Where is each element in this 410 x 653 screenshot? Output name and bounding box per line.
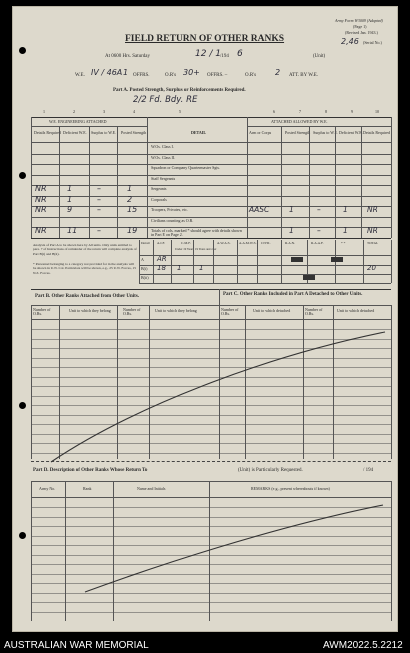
row-detail-label: Sergeants bbox=[151, 186, 167, 191]
analysis-total-value: 20 bbox=[367, 264, 376, 272]
hdr-posted-strength: Posted Strength bbox=[121, 130, 147, 135]
analysis-over19-value: 1 bbox=[199, 264, 204, 272]
hdr-deficient: Deficient W.E. bbox=[63, 130, 87, 135]
row-detail-label: Totals of cols. marked * should agree with details shown in Part E on Page 2. bbox=[151, 228, 242, 238]
footer-accession-number: AWM2022.5.2212 bbox=[323, 640, 403, 651]
form-reference: Army Form W3009 (Adapted) bbox=[335, 18, 383, 23]
col-number: 1 bbox=[43, 109, 45, 114]
row-detail-label: Corporals bbox=[151, 196, 167, 202]
cmf-subheader: Under 19 Years bbox=[175, 247, 194, 251]
analysis-aif-value: AR bbox=[157, 255, 167, 263]
col-number: 10 bbox=[375, 109, 379, 114]
hdr-detail: DETAIL bbox=[191, 130, 207, 135]
row-right-value: NR bbox=[367, 226, 378, 235]
part-d-title: Part D. Description of Other Ranks Whose Return To bbox=[33, 468, 148, 473]
serial-number: 2,46 bbox=[341, 37, 359, 46]
form-title: FIELD RETURN OF OTHER RANKS bbox=[125, 34, 285, 44]
row-left-value: – bbox=[97, 226, 101, 235]
col-number: 6 bbox=[273, 109, 275, 114]
analysis-row-label: B(ii) bbox=[141, 275, 149, 280]
row-left-value: 9 bbox=[67, 205, 73, 214]
hdr-posted-strength-r: Posted Strength bbox=[285, 130, 311, 135]
attached-label: ATT. BY W.E. bbox=[289, 73, 319, 78]
analysis-header: R.A.A.F. bbox=[311, 241, 324, 245]
at-hours-label: At 0600 Hrs. Saturday bbox=[105, 54, 150, 59]
row-left-value: – bbox=[97, 205, 101, 214]
part-d-unit-label: (Unit) is Particularly Requested. bbox=[238, 468, 303, 473]
col-number: 4 bbox=[133, 109, 135, 114]
ors-entry: 30+ bbox=[183, 68, 200, 77]
col-number: 7 bbox=[299, 109, 301, 114]
cmf-subheader: 19 Years and over bbox=[195, 247, 217, 251]
col-number: 5 bbox=[179, 109, 181, 114]
unit-label: (Unit) bbox=[313, 54, 326, 59]
serial-label: (Serial No.) bbox=[363, 40, 382, 45]
analysis-header: TOTAL bbox=[367, 241, 379, 245]
col-number: 3 bbox=[103, 109, 105, 114]
row-left-value: NR bbox=[35, 194, 47, 204]
c-hdr-unit: Unit to which detached bbox=[253, 308, 291, 313]
row-left-value: 1 bbox=[67, 194, 73, 204]
part-a-title: Part A. Posted Strength, Surplus or Reinforcements Required. bbox=[113, 88, 246, 93]
d-hdr-name: Name and Initials bbox=[137, 486, 166, 491]
ors2-label: O.R's bbox=[245, 73, 257, 78]
row-left-value: NR bbox=[35, 226, 47, 235]
row-right-value: AASC bbox=[249, 205, 270, 214]
hdr-surplus-r: Surplus to W.E. bbox=[313, 130, 339, 135]
row-left-value: – bbox=[97, 184, 101, 193]
analysis-aif-value: 18 bbox=[157, 264, 166, 272]
analysis-header: Detail bbox=[141, 241, 150, 245]
row-right-value: 1 bbox=[289, 226, 294, 235]
analysis-header: C.M.F. bbox=[181, 241, 191, 245]
date-entry: 12 / 1 bbox=[195, 49, 221, 59]
ors2-entry: 2 bbox=[275, 68, 281, 77]
row-left-value: 15 bbox=[127, 205, 138, 214]
d-hdr-remarks: REMARKS (e.g., present whereabouts if known) bbox=[251, 486, 330, 491]
right-group-header: ATTACHED ALLOWED BY W.E. bbox=[271, 119, 328, 124]
row-detail-label: Squadron or Company Quartermaster Sgts. bbox=[151, 165, 220, 170]
part-d-date: / 194 bbox=[363, 468, 374, 473]
hdr-deficient-r: Deficient W.E. bbox=[339, 130, 363, 135]
analysis-row-label: A bbox=[141, 257, 144, 262]
offrs-entry: 1 bbox=[123, 68, 129, 77]
row-detail-label: Civilians counting as O.R. bbox=[151, 217, 194, 223]
hdr-details-required-r: Details Required bbox=[363, 130, 390, 135]
row-left-value: NR bbox=[35, 184, 47, 193]
row-detail-label: W.Os. Class I. bbox=[151, 144, 174, 149]
part-c-title: Part C. Other Ranks Included in Part A Detached to Other Units. bbox=[223, 292, 363, 297]
analysis-header: A.W.A.S. bbox=[217, 241, 231, 245]
c-hdr-unit-2: Unit to which detached bbox=[337, 308, 375, 313]
row-left-value: 2 bbox=[127, 194, 133, 204]
unit-name-entry: 2/2 Fd. Bdy. RE bbox=[133, 95, 198, 105]
row-left-value: 1 bbox=[127, 184, 133, 193]
analysis-header: * * bbox=[341, 241, 346, 245]
row-left-value: 11 bbox=[67, 226, 78, 235]
row-left-value: 19 bbox=[127, 226, 138, 235]
form-sheet bbox=[12, 6, 398, 632]
hdr-surplus: Surplus to W.E. bbox=[91, 130, 117, 135]
cancellation-strokes bbox=[13, 7, 398, 632]
d-hdr-army-no: Army No. bbox=[39, 486, 56, 491]
row-left-value: 1 bbox=[67, 184, 73, 193]
row-right-value: – bbox=[317, 205, 321, 214]
analysis-under19-value: 1 bbox=[177, 264, 182, 272]
row-detail-label: W.Os. Class II. bbox=[151, 154, 176, 160]
ors-label: O.R's bbox=[165, 73, 177, 78]
year-entry: 6 bbox=[237, 49, 243, 59]
analysis-header: CIVIL bbox=[261, 241, 271, 245]
year-prefix: /194 bbox=[220, 54, 229, 59]
row-right-value: NR bbox=[367, 205, 378, 214]
row-right-value: – bbox=[317, 226, 321, 235]
footer-archive-name: AUSTRALIAN WAR MEMORIAL bbox=[4, 640, 149, 651]
row-right-value: 1 bbox=[343, 205, 348, 214]
hdr-arm-corps: Arm or Corps bbox=[249, 130, 272, 135]
analysis-header: A.A.M.W.S. bbox=[239, 241, 257, 245]
revision-note: (Revised Jan. 1943.) bbox=[345, 30, 378, 35]
row-right-value: 1 bbox=[343, 226, 348, 235]
d-hdr-rank: Rank bbox=[83, 486, 92, 491]
offrs2-label: OFFRS. – bbox=[207, 73, 228, 78]
col-number: 2 bbox=[73, 109, 75, 114]
page-number: (Page 1) bbox=[353, 24, 367, 29]
row-right-value: 1 bbox=[289, 205, 294, 214]
analysis-row-label: B(i) bbox=[141, 266, 148, 271]
col-number: 9 bbox=[351, 109, 353, 114]
b-hdr-unit-2: Unit to which they belong bbox=[155, 308, 197, 313]
left-group-header: W.E. ENGINEERING ATTACHED bbox=[49, 119, 107, 124]
offrs-label: OFFRS. bbox=[133, 73, 150, 78]
hdr-details-required: Details Required bbox=[34, 130, 61, 135]
analysis-header: A.I.F. bbox=[157, 241, 165, 245]
b-hdr-number-2: Number of O.Rs. bbox=[123, 307, 141, 316]
we-entry: IV / 46A bbox=[91, 68, 123, 77]
analysis-header: R.A.N. bbox=[285, 241, 296, 245]
b-hdr-number: Number of O.Rs. bbox=[33, 307, 51, 316]
c-hdr-number: Number of O.Rs. bbox=[221, 307, 239, 316]
b-hdr-unit: Unit to which they belong bbox=[69, 308, 111, 313]
row-detail-label: Staff Sergeants bbox=[151, 175, 176, 181]
analysis-note: Analysis of Part A to be shown here by All units. Only units entitled to para. 7 of Instructions of remainder of the return will complete analysis of Part B(i) and B(ii). bbox=[33, 243, 137, 256]
row-left-value: NR bbox=[35, 205, 47, 214]
part-b-title: Part B. Other Ranks Attached from Other Units. bbox=[35, 294, 140, 299]
c-hdr-number-2: Number of O.Rs. bbox=[305, 307, 323, 316]
we-label: W.E. bbox=[75, 73, 85, 78]
col-number: 8 bbox=[325, 109, 327, 114]
analysis-note-2: * Personnel belonging to a category not provided for in the analysis will be shown in U.N. Col. Particulars will be shown, e.g., 25 U.N. Forces, 15 N.Z. Forces. bbox=[33, 262, 136, 275]
row-left-value: – bbox=[97, 194, 101, 204]
row-detail-label: Troopers, Privates, etc. bbox=[151, 207, 188, 212]
